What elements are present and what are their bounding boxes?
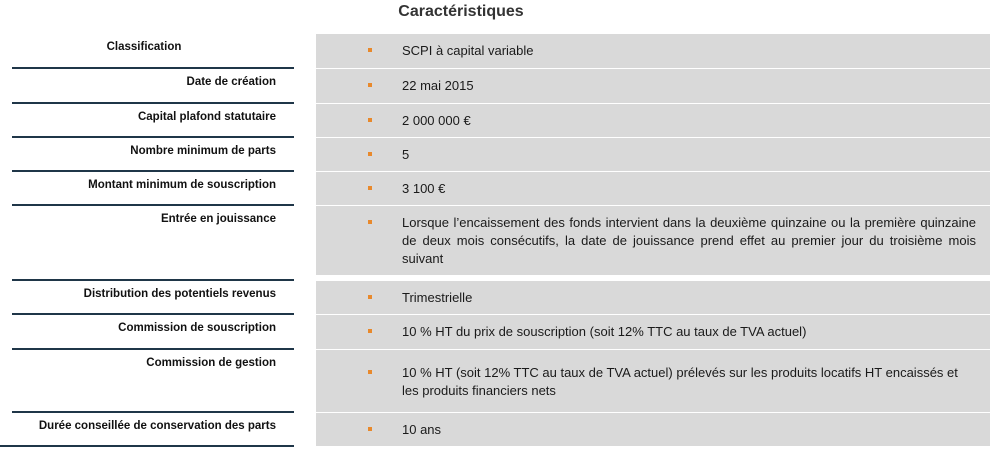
row-value: 2 000 000 € [402, 113, 471, 128]
row-value: 5 [402, 147, 410, 162]
row-value: 10 % HT (soit 12% TTC au taux de TVA actuel) prélevés sur les produits locatifs HT encaissés et les produits financiers nets [402, 365, 958, 398]
bullet-icon [368, 186, 372, 190]
row-label-cell [12, 69, 294, 104]
row-value: 10 ans [402, 422, 442, 437]
row-label-cell [12, 172, 294, 206]
row-label: Montant minimum de souscription [88, 179, 276, 191]
row-value: SCPI à capital variable [402, 43, 534, 58]
row-value: 3 100 € [402, 181, 446, 196]
row-duree-conservation [0, 413, 996, 447]
row-label: Durée conseillée de conservation des parts [38, 420, 276, 432]
bullet-icon [368, 295, 372, 299]
row-label: Classification [106, 41, 182, 53]
row-label: Commission de gestion [146, 357, 276, 369]
row-label: Entrée en jouissance [160, 213, 276, 225]
row-label-cell [12, 315, 294, 350]
row-label: Nombre minimum de parts [130, 145, 276, 157]
row-label-cell [12, 104, 294, 138]
row-label: Distribution des potentiels revenus [83, 288, 276, 300]
row-label-cell [0, 413, 294, 447]
bullet-icon [368, 83, 372, 87]
row-label-cell [12, 206, 294, 281]
row-value-cell [316, 281, 990, 314]
row-nombre-minimum-parts [0, 138, 996, 172]
row-value-cell [316, 138, 990, 171]
row-label-cell [12, 281, 294, 315]
row-capital-plafond [0, 104, 996, 138]
row-value-cell [316, 206, 990, 275]
bullet-icon [368, 152, 372, 156]
row-classification [0, 34, 996, 69]
row-label-cell [12, 138, 294, 172]
row-value-cell [316, 350, 990, 412]
row-entree-jouissance [0, 206, 996, 281]
row-value: 22 mai 2015 [402, 78, 474, 93]
row-label-cell [12, 34, 294, 69]
bullet-icon [368, 220, 372, 224]
row-label: Capital plafond statutaire [137, 111, 276, 123]
row-label: Date de création [186, 76, 276, 88]
row-value-cell [316, 315, 990, 349]
bullet-icon [368, 118, 372, 122]
row-value-cell [316, 104, 990, 137]
table-title: Caractéristiques [398, 3, 524, 20]
row-value-cell [316, 172, 990, 205]
row-label: Commission de souscription [118, 322, 276, 334]
row-value: 10 % HT du prix de souscription (soit 12% TTC au taux de TVA actuel) [402, 324, 807, 339]
row-commission-souscription [0, 315, 996, 350]
row-value-cell [316, 34, 990, 68]
bullet-icon [368, 370, 372, 374]
row-date-creation [0, 69, 996, 104]
bullet-icon [368, 329, 372, 333]
row-value-cell [316, 413, 990, 446]
row-label-cell [12, 350, 294, 413]
row-commission-gestion [0, 350, 996, 413]
row-value: Lorsque l’encaissement des fonds intervient dans la deuxième quinzaine ou la première quinzaine de deux mois consécutifs, la date de jouissance prend effet au premier jour du troisième mois suivant [402, 215, 976, 266]
row-distribution-revenus [0, 281, 996, 315]
bullet-icon [368, 48, 372, 52]
row-value-cell [316, 69, 990, 103]
row-value: Trimestrielle [402, 290, 473, 305]
bullet-icon [368, 427, 372, 431]
row-montant-minimum [0, 172, 996, 206]
